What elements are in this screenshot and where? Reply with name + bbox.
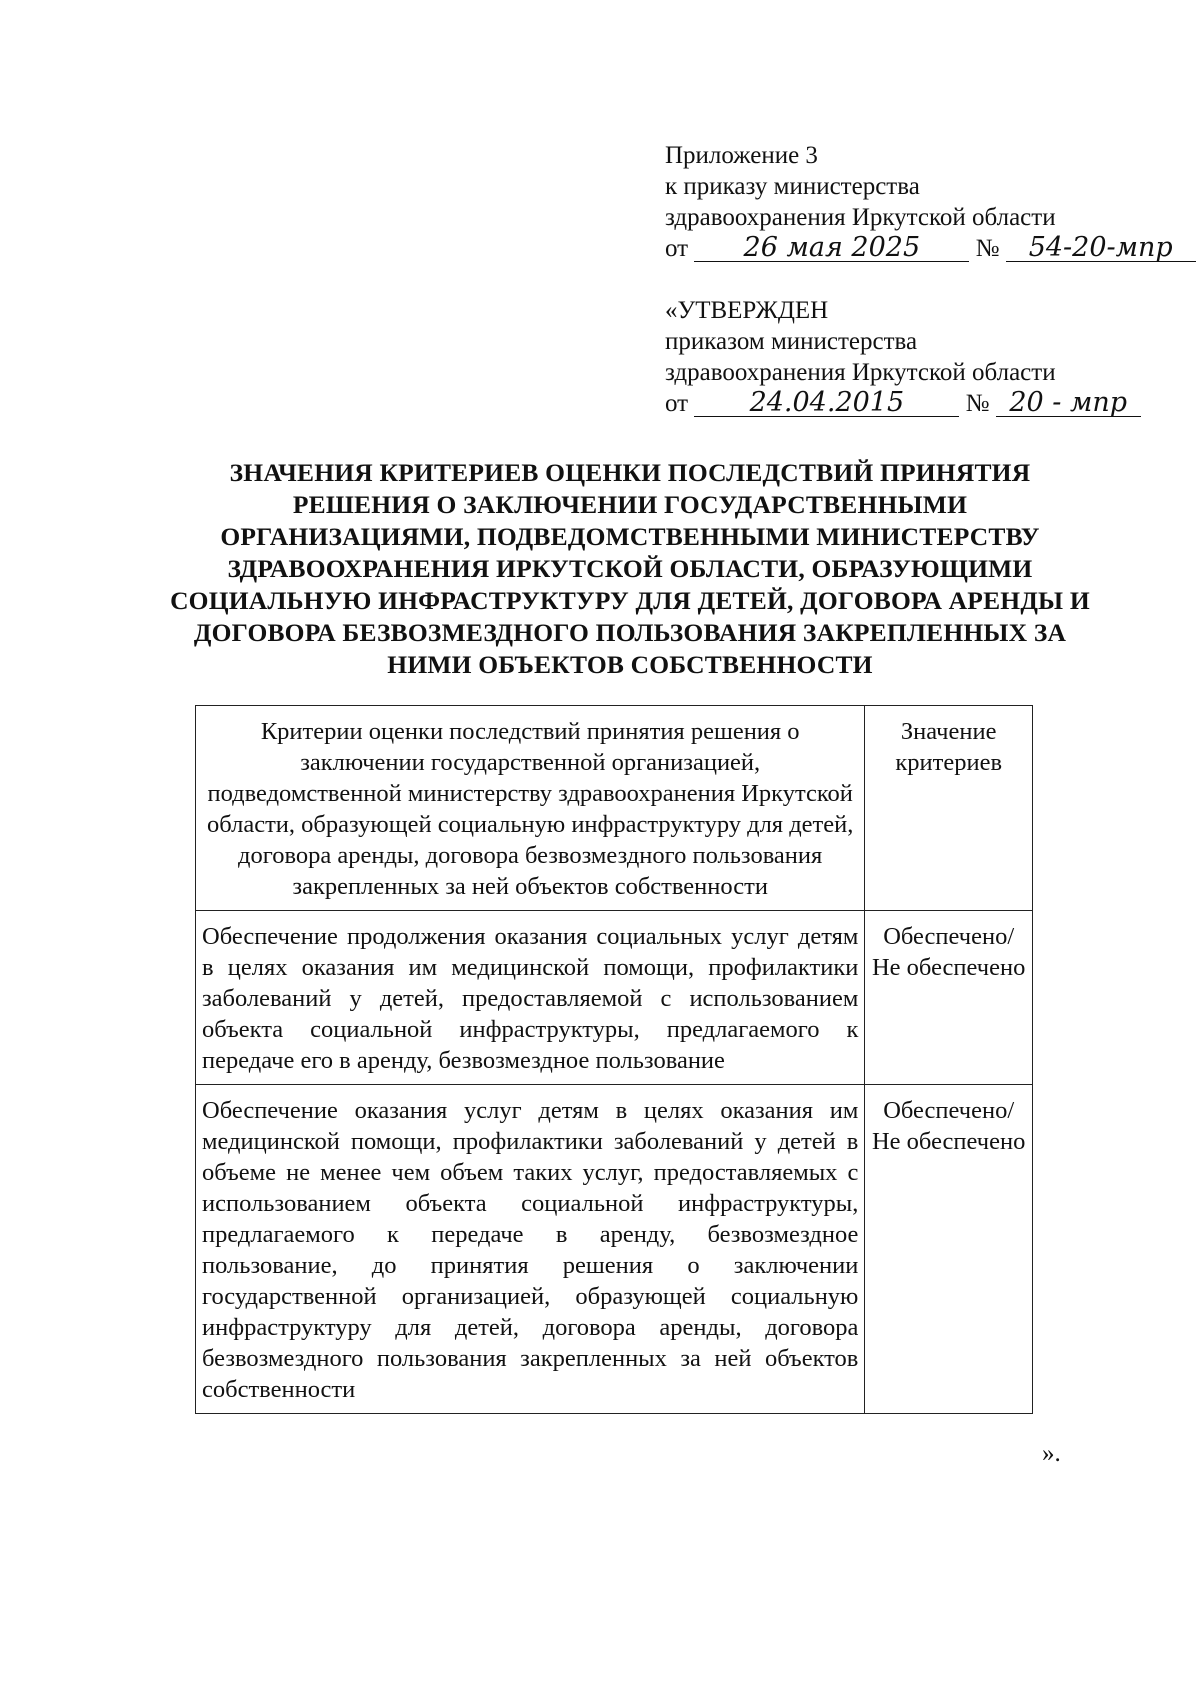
- annex-number-label: №: [975, 235, 1000, 262]
- row-value-cell: Обеспечено/ Не обеспечено: [865, 1085, 1033, 1414]
- criteria-table: [195, 705, 1033, 1414]
- approved-handwritten-number: 20 - мпр: [996, 390, 1141, 417]
- row-criteria-cell: Обеспечение оказания услуг детям в целях оказания им медицинской помощи, профилактики заболеваний у детей в объеме не менее чем объем таких услуг, предоставляемых с использованием объекта социальной инфраструктуры, предлагаемого к передаче в аренду, безвозмездное пользование, до принятия решения о заключении государственной организацией, образующей социальную инфраструктуру для детей, договора аренды, договора безвозмездного пользования закрепленных за ней объектов собственности: [196, 1085, 865, 1414]
- approved-handwritten-date: 24.04.2015: [694, 390, 959, 417]
- approved-label: «УТВЕРЖДЕН: [665, 297, 829, 324]
- table-header-row: [196, 706, 1033, 911]
- annex-date-number-line: [665, 232, 1173, 264]
- annex-header: [665, 140, 1173, 419]
- row-criteria-cell: Обеспечение продолжения оказания социальных услуг детям в целях оказания им медицинской помощи, профилактики заболеваний у детей, предоставляемой с использованием объекта социальной инфраструктуры, предлагаемого к передаче его в аренду, безвозмездное пользование: [196, 911, 865, 1085]
- approved-order-ref: приказом министерства: [665, 328, 918, 355]
- annex-label: Приложение 3: [665, 142, 818, 169]
- approved-block: [665, 295, 1135, 419]
- document-title: ЗНАЧЕНИЯ КРИТЕРИЕВ ОЦЕНКИ ПОСЛЕДСТВИЙ ПРИНЯТИЯ РЕШЕНИЯ О ЗАКЛЮЧЕНИИ ГОСУДАРСТВЕННЫМИ ОРГАНИЗАЦИЯМИ, ПОДВЕДОМСТВЕННЫМИ МИНИСТЕРСТВУ ЗДРАВООХРАНЕНИЯ ИРКУТСКОЙ ОБЛАСТИ, ОБРАЗУЮЩИМИ СОЦИАЛЬНУЮ ИНФРАСТРУКТУРУ ДЛЯ ДЕТЕЙ, ДОГОВОРА АРЕНДЫ И ДОГОВОРА БЕЗВОЗМЕЗДНОГО ПОЛЬЗОВАНИЯ ЗАКРЕПЛЕННЫХ ЗА НИМИ ОБЪЕКТОВ СОБСТВЕННОСТИ: [170, 458, 1090, 679]
- annex-ministry: здравоохранения Иркутской области: [665, 204, 1056, 231]
- header-value-cell: Значение критериев: [865, 706, 1033, 911]
- annex-handwritten-date: 26 мая 2025: [694, 235, 969, 262]
- annex-order-ref: к приказу министерства: [665, 173, 920, 200]
- closing-quote-mark: ».: [1042, 1440, 1061, 1467]
- table-row: [196, 911, 1033, 1085]
- approved-ministry: здравоохранения Иркутской области: [665, 359, 1056, 386]
- approved-number-label: №: [965, 390, 990, 417]
- row-value-cell: Обеспечено/ Не обеспечено: [865, 911, 1033, 1085]
- annex-date-prefix: от: [665, 235, 689, 262]
- approved-date-number-line: [665, 388, 1135, 419]
- approved-date-prefix: от: [665, 390, 689, 417]
- header-criteria-cell: Критерии оценки последствий принятия решения о заключении государственной организацией, подведомственной министерству здравоохранения Иркутской области, образующей социальную инфраструктуру для детей, договора аренды, договора безвозмездного пользования закрепленных за ней объектов собственности: [196, 706, 865, 911]
- annex-handwritten-number: 54-20-мпр: [1006, 235, 1196, 262]
- table-row: [196, 1085, 1033, 1414]
